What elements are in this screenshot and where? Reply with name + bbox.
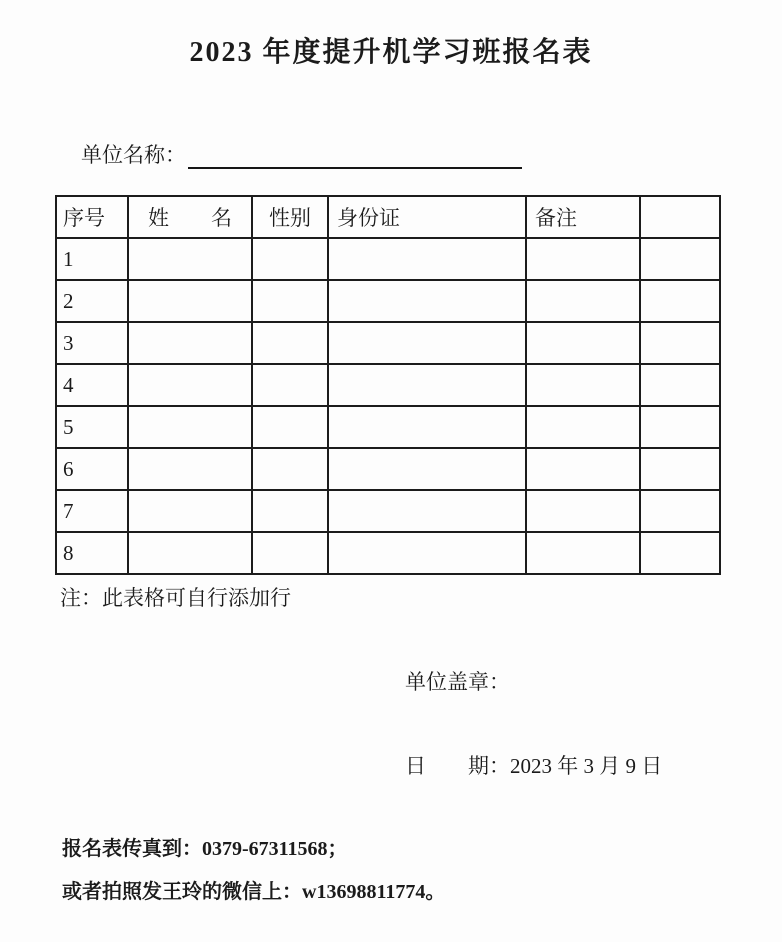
empty-cell [328, 364, 526, 406]
empty-cell [526, 448, 640, 490]
empty-cell [252, 238, 328, 280]
empty-cell [526, 532, 640, 574]
empty-cell [252, 406, 328, 448]
unit-name-blank-line [188, 143, 522, 169]
table-row [56, 448, 720, 490]
header-cell-extra [640, 196, 720, 238]
wechat-line: 或者拍照发王玲的微信上：w13698811774。 [62, 881, 446, 903]
empty-cell [128, 280, 252, 322]
form-title: 2023 年度提升机学习班报名表 [189, 37, 593, 68]
header-cell-id-number: 身份证 [328, 196, 526, 238]
table-row [56, 490, 720, 532]
unit-name-label: 单位名称： [81, 143, 186, 167]
empty-cell [252, 364, 328, 406]
empty-cell [252, 532, 328, 574]
empty-cell [128, 532, 252, 574]
row-number-cell: 2 [56, 280, 128, 322]
empty-cell [252, 448, 328, 490]
empty-cell [252, 280, 328, 322]
fax-line: 报名表传真到：0379-67311568； [62, 838, 348, 860]
table-row [56, 280, 720, 322]
empty-cell [328, 532, 526, 574]
row-number-cell: 8 [56, 532, 128, 574]
header-cell-name: 姓 名 [128, 196, 252, 238]
empty-cell [640, 280, 720, 322]
table-header-row [56, 196, 720, 238]
empty-cell [526, 322, 640, 364]
empty-cell [328, 322, 526, 364]
empty-cell [252, 490, 328, 532]
empty-cell [640, 406, 720, 448]
row-number-cell: 1 [56, 238, 128, 280]
row-number-cell: 3 [56, 322, 128, 364]
empty-cell [328, 490, 526, 532]
empty-cell [640, 490, 720, 532]
empty-cell [328, 448, 526, 490]
empty-cell [128, 406, 252, 448]
empty-cell [328, 406, 526, 448]
header-cell-gender: 性别 [252, 196, 328, 238]
table-row [56, 364, 720, 406]
row-number-cell: 7 [56, 490, 128, 532]
empty-cell [526, 280, 640, 322]
empty-cell [640, 532, 720, 574]
row-number-cell: 4 [56, 364, 128, 406]
table-row [56, 532, 720, 574]
registration-table [55, 195, 721, 575]
empty-cell [526, 238, 640, 280]
unit-name-row [60, 114, 522, 194]
row-number-cell: 5 [56, 406, 128, 448]
table-row [56, 322, 720, 364]
table-note: 注：此表格可自行添加行 [60, 586, 291, 610]
empty-cell [128, 238, 252, 280]
empty-cell [328, 238, 526, 280]
empty-cell [128, 490, 252, 532]
empty-cell [328, 280, 526, 322]
empty-cell [526, 364, 640, 406]
empty-cell [128, 364, 252, 406]
empty-cell [640, 448, 720, 490]
empty-cell [526, 406, 640, 448]
unit-seal-label: 单位盖章： [405, 670, 510, 694]
table-row [56, 406, 720, 448]
empty-cell [640, 238, 720, 280]
date-line: 日 期：2023 年 3 月 9 日 [405, 754, 663, 778]
header-cell-serial: 序号 [56, 196, 128, 238]
empty-cell [252, 322, 328, 364]
empty-cell [640, 364, 720, 406]
table-row [56, 238, 720, 280]
empty-cell [640, 322, 720, 364]
empty-cell [128, 322, 252, 364]
header-cell-remarks: 备注 [526, 196, 640, 238]
empty-cell [128, 448, 252, 490]
row-number-cell: 6 [56, 448, 128, 490]
empty-cell [526, 490, 640, 532]
